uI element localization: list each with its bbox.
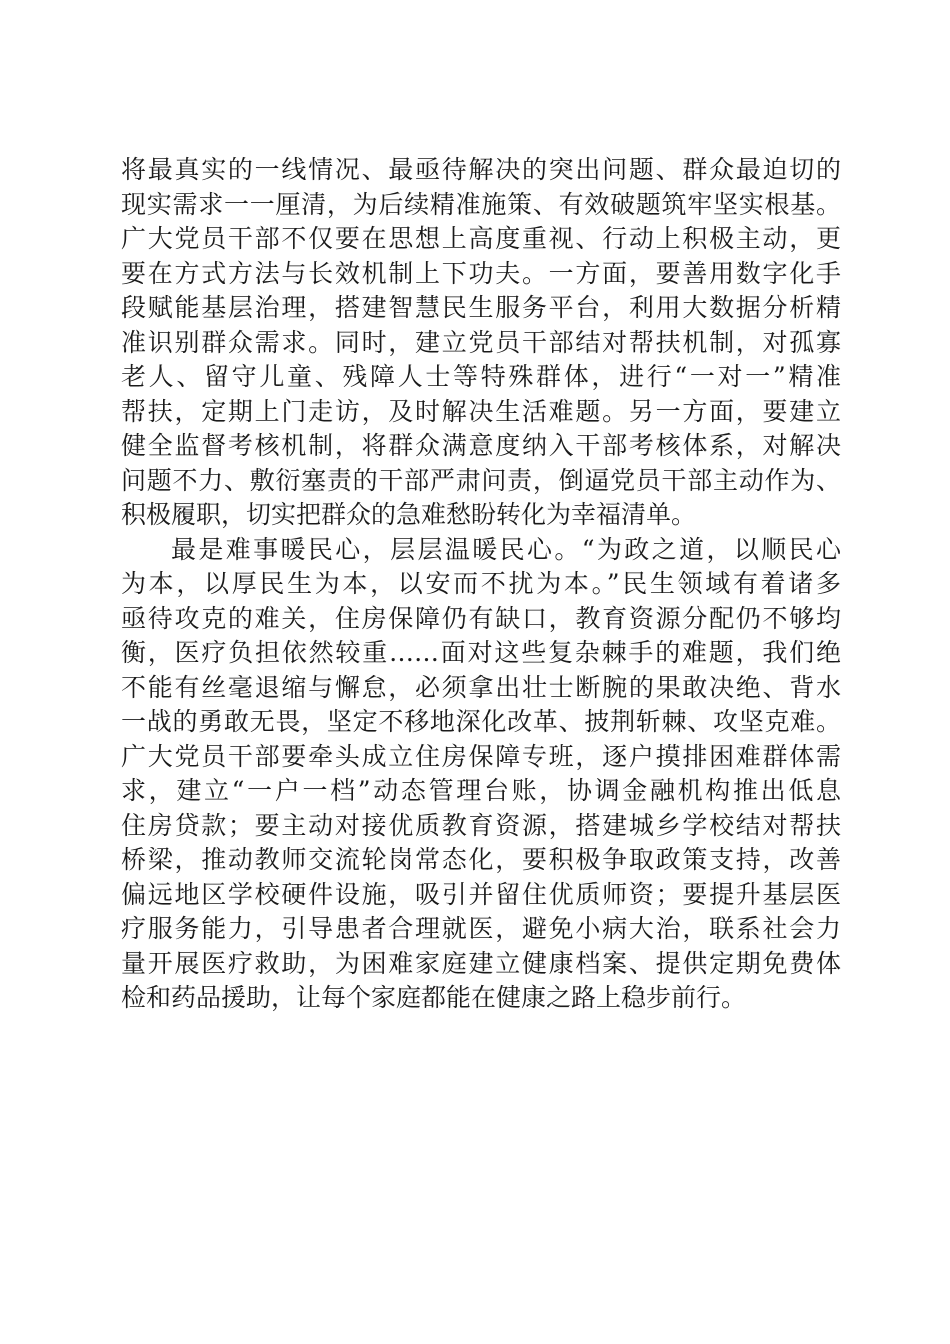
paragraph-line: 准识别群众需求。同时，建立党员干部结对帮扶机制，对孤寡 xyxy=(121,327,841,357)
paragraph-line: 广大党员干部不仅要在思想上高度重视、行动上积极主动，更 xyxy=(121,224,841,253)
paragraph-2 xyxy=(121,533,841,1016)
paragraph-line: 亟待攻克的难关，住房保障仍有缺口，教育资源分配仍不够均 xyxy=(121,603,841,633)
paragraph-line: 要在方式方法与长效机制上下功夫。一方面，要善用数字化手 xyxy=(121,258,841,288)
paragraph-1 xyxy=(121,153,841,533)
paragraph-line: 健全监督考核机制，将群众满意度纳入干部考核体系，对解决 xyxy=(121,431,841,460)
paragraph-line: 现实需求一一厘清，为后续精准施策、有效破题筑牢坚实根基。 xyxy=(121,189,841,219)
paragraph-line: 将最真实的一线情况、最亟待解决的突出问题、群众最迫切的 xyxy=(121,155,841,184)
paragraph-line: 帮扶，定期上门走访，及时解决生活难题。另一方面，要建立 xyxy=(121,396,841,426)
paragraph-line: 量开展医疗救助，为困难家庭建立健康档案、提供定期免费体 xyxy=(121,948,841,978)
paragraph-line: 住房贷款；要主动对接优质教育资源，搭建城乡学校结对帮扶 xyxy=(121,810,841,840)
paragraph-line: 衡，医疗负担依然较重……面对这些复杂棘手的难题，我们绝 xyxy=(121,638,841,667)
paragraph-line: 为本，以厚民生为本，以安而不扰为本。”民生领域有着诸多 xyxy=(121,569,841,598)
paragraph-line: 疗服务能力，引导患者合理就医，避免小病大治，联系社会力 xyxy=(121,914,841,943)
paragraph-line: 最是难事暖民心，层层温暖民心。“为政之道，以顺民心 xyxy=(171,534,841,564)
paragraph-line: 积极履职，切实把群众的急难愁盼转化为幸福清单。 xyxy=(121,500,697,529)
paragraph-line: 问题不力、敷衍塞责的干部严肃问责，倒逼党员干部主动作为、 xyxy=(121,465,841,495)
paragraph-line: 段赋能基层治理，搭建智慧民生服务平台，利用大数据分析精 xyxy=(121,293,841,322)
paragraph-line: 广大党员干部要牵头成立住房保障专班，逐户摸排困难群体需 xyxy=(121,741,841,771)
paragraph-line: 不能有丝毫退缩与懈怠，必须拿出壮士断腕的果敢决绝、背水 xyxy=(121,672,841,702)
paragraph-line: 一战的勇敢无畏，坚定不移地深化改革、披荆斩棘、攻坚克难。 xyxy=(121,707,841,736)
paragraph-line: 老人、留守儿童、残障人士等特殊群体，进行“一对一”精准 xyxy=(121,362,841,391)
paragraph-line: 桥梁，推动教师交流轮岗常态化，要积极争取政策支持，改善 xyxy=(121,845,841,874)
paragraph-line: 偏远地区学校硬件设施，吸引并留住优质师资；要提升基层医 xyxy=(121,879,841,909)
paragraph-line: 求，建立“一户一档”动态管理台账，协调金融机构推出低息 xyxy=(121,776,841,805)
body-text xyxy=(121,153,841,1016)
paragraph-line: 检和药品援助，让每个家庭都能在健康之路上稳步前行。 xyxy=(121,983,747,1012)
